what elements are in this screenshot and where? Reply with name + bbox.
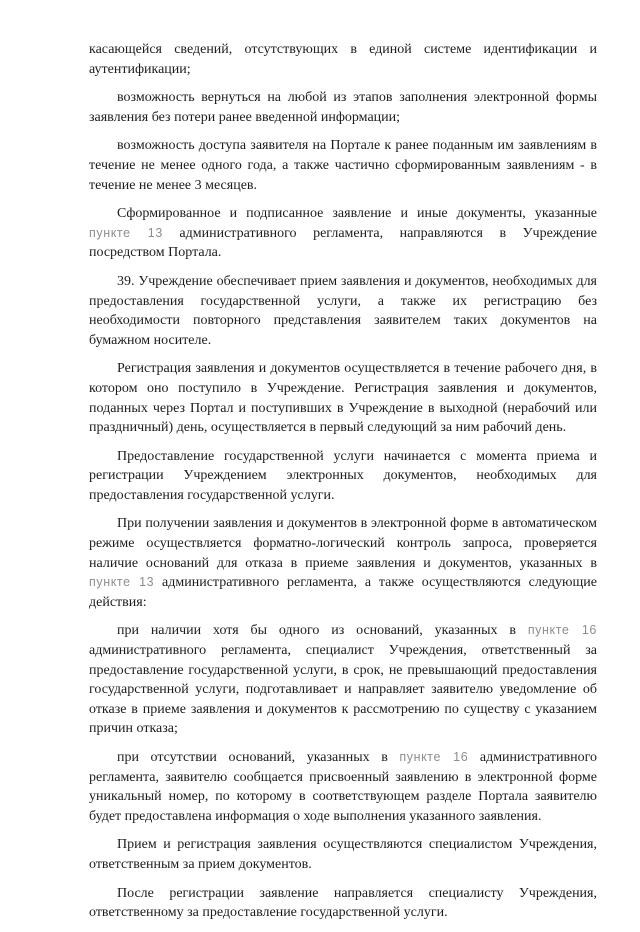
paragraph-text: возможность вернуться на любой из этапов заполнения электронной формы заявления без потери ранее введенной информации;: [89, 90, 597, 125]
document-paragraph: [89, 40, 597, 79]
paragraph-text: административного регламента, специалист Учреждения, ответственный за предоставление государственной услуги, в срок, не превышающий предоставления государственной услуги, подготавливает и направляет заявителю уведомление об отказе в приеме заявления и документов к рассмотрению по существу с указанием причин отказа;: [89, 643, 597, 737]
document-paragraph: [89, 514, 597, 612]
paragraph-text: административного регламента, а также осуществляются следующие действия:: [89, 575, 597, 610]
paragraph-text: возможность доступа заявителя на Портале к ранее поданным им заявлениям в течение не менее одного года, а также частично сформированным заявлениям - в течение не менее 3 месяцев.: [89, 138, 597, 193]
paragraph-text: Регистрация заявления и документов осуществляется в течение рабочего дня, в котором оно поступило в Учреждение. Регистрация заявления и документов, поданных через Портал и поступивших в Учреждение в выходной (нерабочий или праздничный) день, осуществляется в первый следующий за ним рабочий день.: [89, 361, 597, 436]
paragraph-text: при наличии хотя бы одного из оснований, указанных в: [117, 623, 528, 639]
paragraph-text: При получении заявления и документов в электронной форме в автоматическом режиме осуществляется форматно-логический контроль запроса, проверяется наличие оснований для отказа в приеме заявления и документов, указанных в: [89, 516, 597, 571]
document-page: [89, 40, 597, 932]
document-paragraph: [89, 835, 597, 874]
document-paragraph: [89, 272, 597, 350]
document-paragraph: [89, 748, 597, 826]
cross-reference-link[interactable]: пункте 13: [89, 575, 155, 590]
paragraph-text: Предоставление государственной услуги начинается с момента приема и регистрации Учреждением электронных документов, необходимых для предоставления государственной услуги.: [89, 448, 597, 503]
cross-reference-link[interactable]: пункте 16: [527, 623, 597, 638]
paragraph-text: Прием и регистрация заявления осуществляются специалистом Учреждения, ответственным за прием документов.: [89, 837, 597, 872]
document-paragraph: [89, 204, 597, 263]
cross-reference-link[interactable]: пункте 13: [89, 225, 163, 240]
paragraph-text: 39. Учреждение обеспечивает прием заявления и документов, необходимых для предоставления государственной услуги, а также их регистрацию без необходимости повторного представления заявителем таких документов на бумажном носителе.: [89, 273, 597, 348]
paragraph-text: После регистрации заявление направляется специалисту Учреждения, ответственному за предоставление государственной услуги.: [89, 885, 597, 921]
document-paragraph: [89, 359, 597, 437]
paragraph-text: административного регламента, направляются в Учреждение посредством Портала.: [89, 225, 597, 261]
document-paragraph: [89, 136, 597, 195]
document-paragraph: [89, 447, 597, 506]
document-paragraph: [89, 88, 597, 127]
document-paragraph: [89, 884, 597, 923]
document-paragraph: [89, 621, 597, 739]
paragraph-text: касающейся сведений, отсутствующих в единой системе идентификации и аутентификации;: [89, 42, 597, 77]
paragraph-text: при отсутствии оснований, указанных в: [117, 750, 400, 765]
paragraph-text: Сформированное и подписанное заявление и иные документы, указанные: [117, 206, 597, 222]
cross-reference-link[interactable]: пункте 16: [399, 750, 469, 764]
paragraph-text: административного регламента, заявителю сообщается присвоенный заявлению в электронной форме уникальный номер, по которому в соответствующем разделе Портала заявителю будет предоставлена информация о ходе выполнения указанного заявления.: [89, 750, 597, 824]
